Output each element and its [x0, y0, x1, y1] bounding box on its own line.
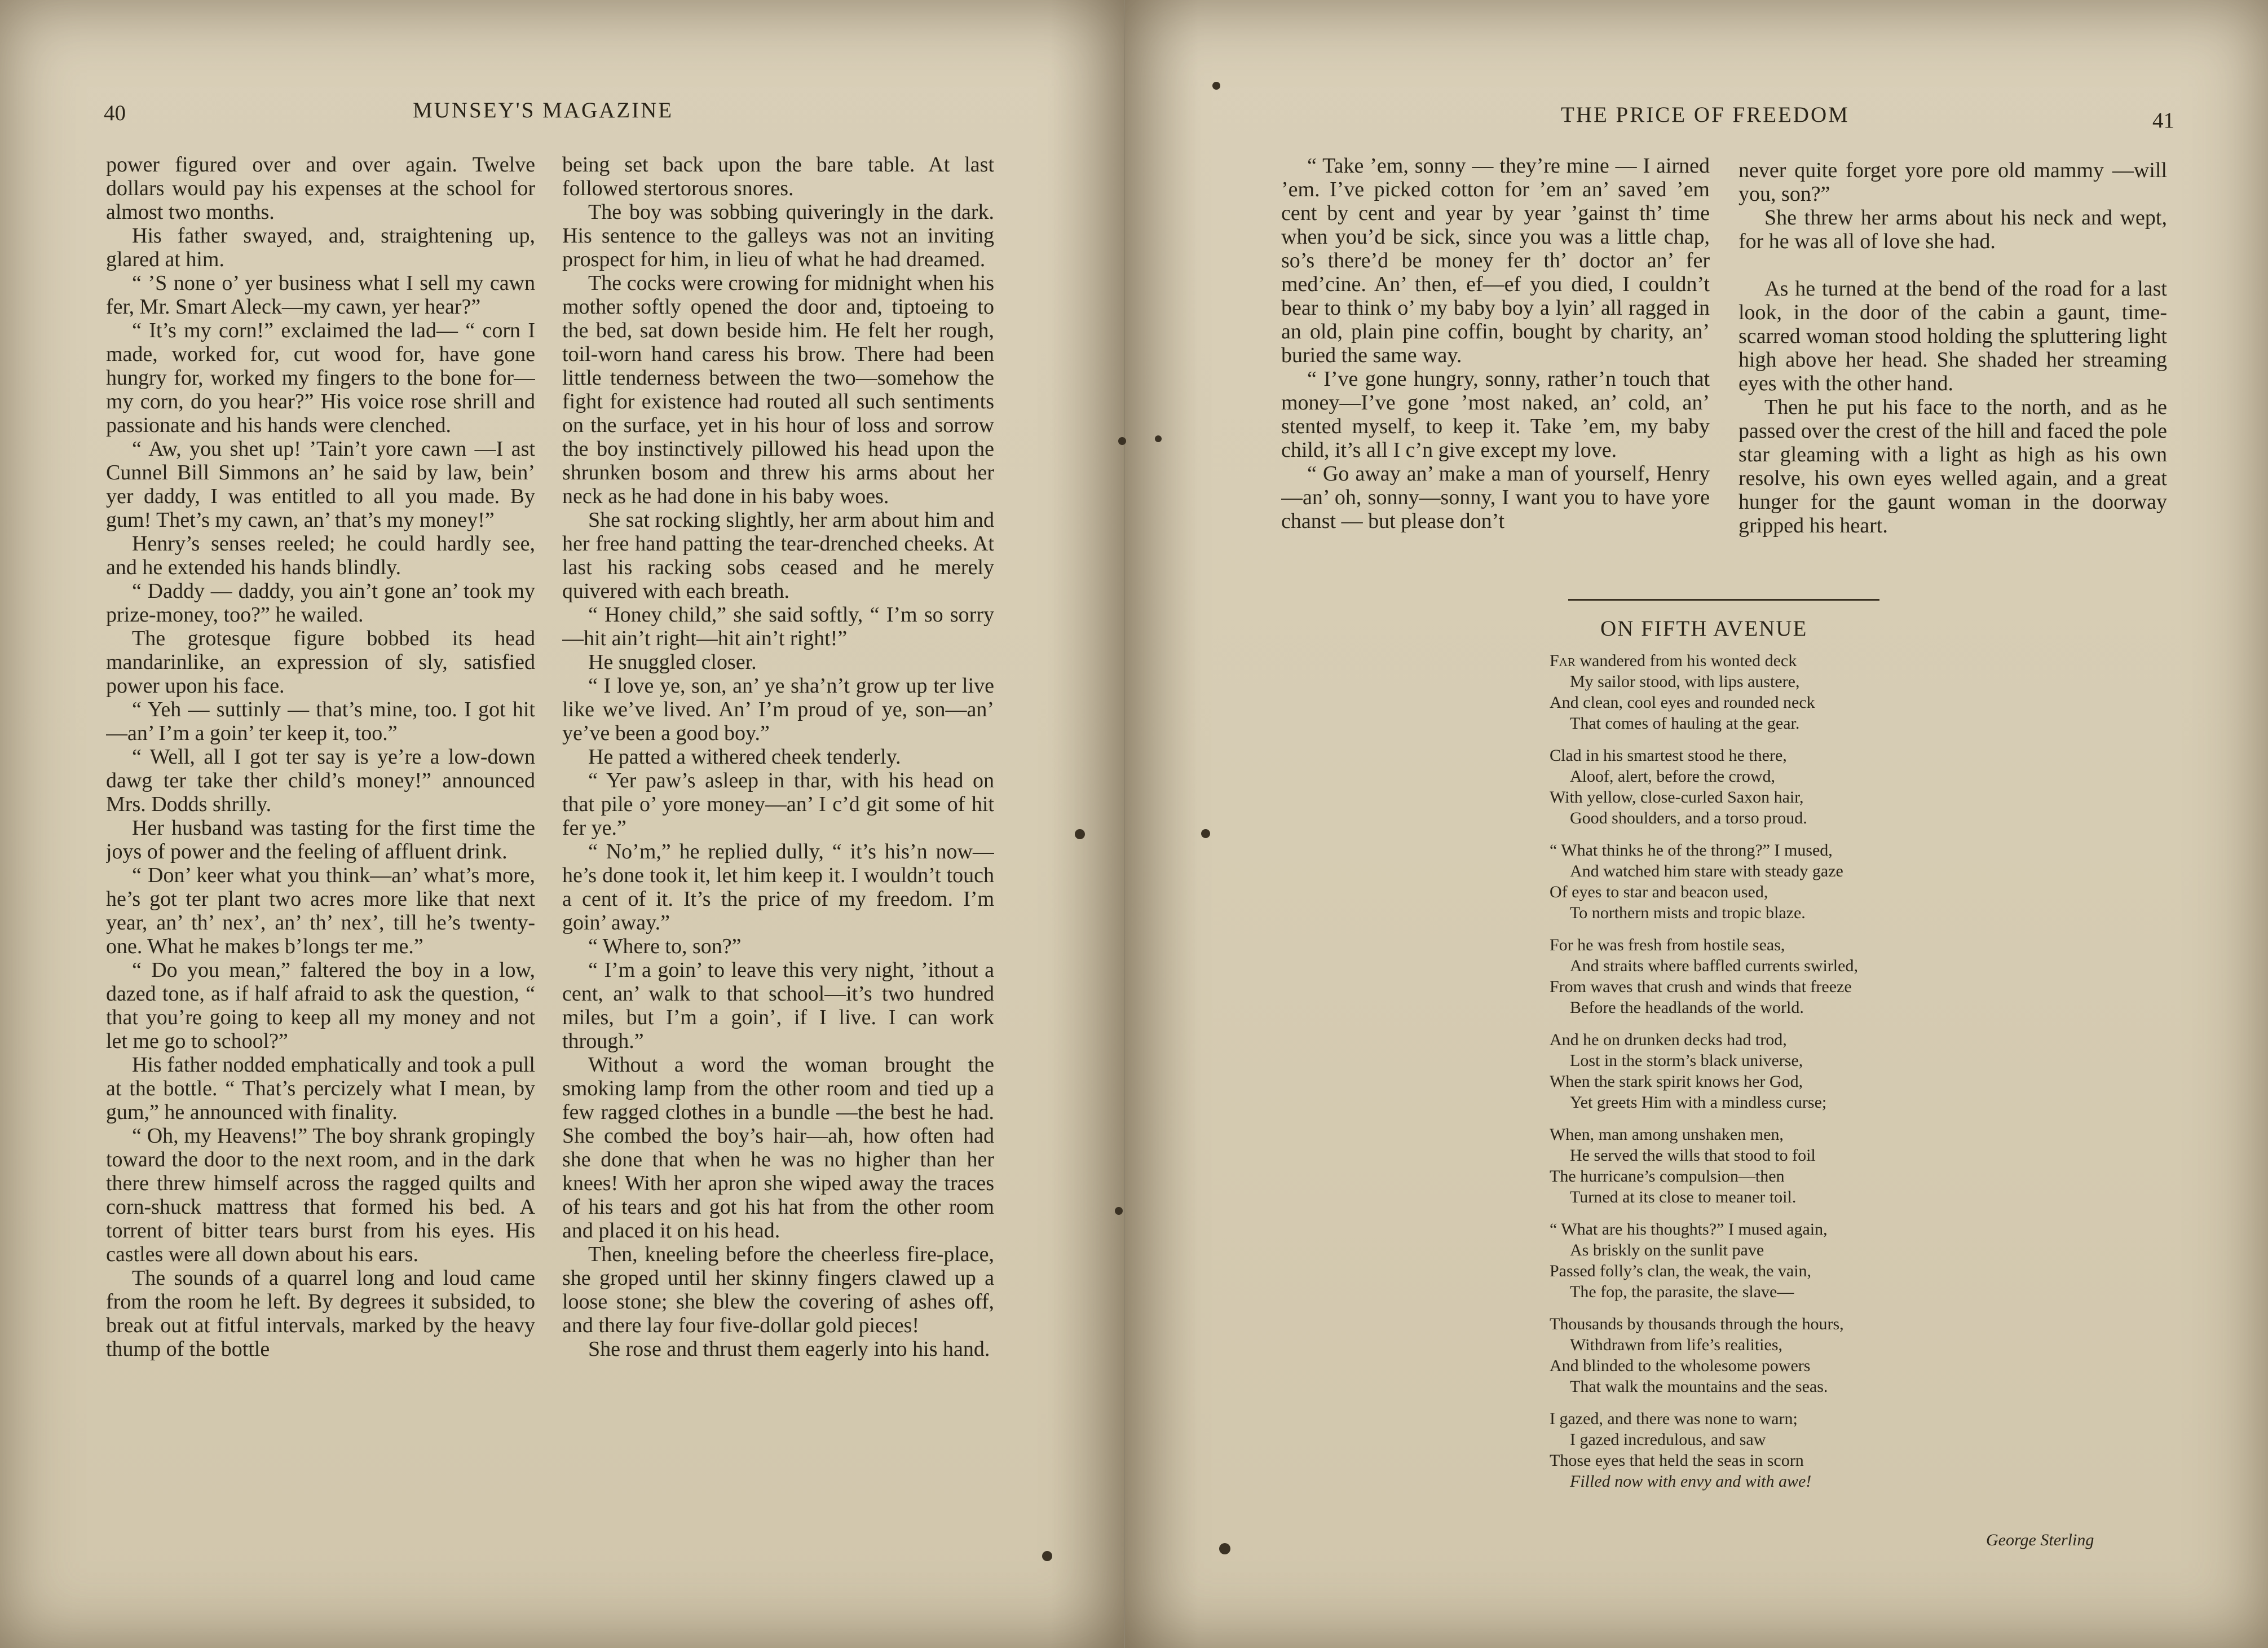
poem-line: The hurricane’s compulsion—then: [1550, 1167, 1785, 1186]
paragraph: “ Yer paw’s asleep in thar, with his head on that pile o’ yore money—an’ I c’d git some of hit fer ye.”: [562, 769, 994, 840]
paragraph: The grotesque figure bobbed its head mandarinlike, an expression of sly, satisfied power upon his face.: [106, 627, 535, 698]
poem-line: Yet greets Him with a mindless curse;: [1570, 1093, 1827, 1112]
poem-line: And clean, cool eyes and rounded neck: [1550, 693, 1815, 712]
poem-line: [1550, 650, 1989, 671]
paragraph: Then, kneeling before the cheerless fire-place, she groped until her skinny fingers clawed up a loose stone; she blew the covering of ashes off, and there lay four five-dollar gold pieces!: [562, 1242, 994, 1337]
poem-stanza: [1550, 1029, 1989, 1113]
paragraph: “ Where to, son?”: [588, 935, 742, 958]
poem-line: That comes of hauling at the gear.: [1570, 714, 1800, 733]
paragraph: The boy was sobbing quiveringly in the dark. His sentence to the galleys was not an inviting prospect for him, in lieu of what he had dreamed.: [562, 200, 994, 271]
poem-line: Thousands by thousands through the hours,: [1550, 1315, 1844, 1333]
binding-speck: [1219, 1543, 1230, 1554]
poem-line: Passed folly’s clan, the weak, the vain,: [1550, 1262, 1812, 1280]
paragraph: “ Do you mean,” faltered the boy in a low, dazed tone, as if half afraid to ask the question, “ that you’re going to keep all my money and not let me go to school?”: [106, 958, 535, 1053]
binding-speck: [1155, 435, 1162, 442]
poem-line: Turned at its close to meaner toil.: [1570, 1188, 1797, 1206]
poem-body: [1550, 650, 1989, 1503]
poem-line: “ What thinks he of the throng?” I mused,: [1550, 841, 1833, 860]
poem-line: Of eyes to star and beacon used,: [1550, 883, 1768, 901]
running-head-right: THE PRICE OF FREEDOM: [1561, 103, 1850, 127]
paragraph: “ I’m a goin’ to leave this very night, ’ithout a cent, an’ walk to that school—it’s two hundred miles, but I’m a goin’, if I live. I can work through.”: [562, 958, 994, 1053]
paragraph: She rose and thrust them eagerly into his hand.: [588, 1337, 990, 1361]
poem-line: Aloof, alert, before the crowd,: [1570, 767, 1776, 786]
poem-line: And straits where baffled currents swirled,: [1570, 957, 1858, 975]
poem-line: When the stark spirit knows her God,: [1550, 1072, 1803, 1091]
poem-stanza: [1550, 650, 1989, 734]
poem-line: And watched him stare with steady gaze: [1570, 862, 1843, 880]
poem-line: And blinded to the wholesome powers: [1550, 1356, 1811, 1375]
poem-title: ON FIFTH AVENUE: [1600, 616, 1808, 641]
poem-author: George Sterling: [1986, 1531, 2094, 1549]
paragraph: Without a word the woman brought the smoking lamp from the other room and tied up a few ragged clothes in a bundle —the best he had. She combed the boy’s hair—ah, how often had she done that when he was no higher than her knees! With her apron she wiped away the traces of his tears and got his hat from the other room and placed it on his head.: [562, 1053, 994, 1242]
binding-speck: [1075, 829, 1085, 839]
paragraph: “ Don’ keer what you think—an’ what’s more, he’s got ter plant two acres more like that next year, an’ th’ nex’, an’ th’ nex’, till he’s twenty-one. What he makes b’longs ter me.”: [106, 863, 535, 958]
poem-line: As briskly on the sunlit pave: [1570, 1241, 1764, 1259]
paragraph: “ Take ’em, sonny — they’re mine — I airned ’em. I’ve picked cotton for ’em an’ saved ’em cent by cent and year by year ’gainst th’ time when you’d be sick, since you was a little chap, so’s there’d be money fer th’ doctor an’ fer med’cine. An’ then, ef—ef you died, I couldn’t bear to think o’ my baby boy a lyin’ all ragged in an old, plain pine coffin, bought by charity, an’ buried the same way.: [1281, 154, 1710, 367]
poem-first-word: Far: [1550, 651, 1576, 670]
paragraph: power figured over and over again. Twelve dollars would pay his expenses at the school for almost two months.: [106, 153, 535, 224]
poem-line: Clad in his smartest stood he there,: [1550, 746, 1787, 765]
poem-line: He served the wills that stood to foil: [1570, 1146, 1816, 1165]
binding-speck: [1212, 82, 1220, 90]
poem-line: With yellow, close-curled Saxon hair,: [1550, 788, 1804, 807]
paragraph: “ No’m,” he replied dully, “ it’s his’n now—he’s done took it, let him keep it. I wouldn’t touch a cent of it. It’s the price of my freedom. I’m goin’ away.”: [562, 840, 994, 935]
poem-line: And he on drunken decks had trod,: [1550, 1030, 1787, 1049]
paragraph: “ Daddy — daddy, you ain’t gone an’ took my prize-money, too?” he wailed.: [106, 579, 535, 627]
paragraph: “ ’S none o’ yer business what I sell my cawn fer, Mr. Smart Aleck—my cawn, yer hear?”: [106, 271, 535, 319]
poem-stanza: [1550, 1124, 1989, 1208]
paragraph: She threw her arms about his neck and wept, for he was all of love she had.: [1738, 206, 2167, 253]
paragraph: “ Oh, my Heavens!” The boy shrank gropingly toward the door to the next room, and in the dark there threw himself across the ragged quilts and corn-shuck mattress that formed his bed. A torrent of bitter tears burst from his eyes. His castles were all down about his ears.: [106, 1124, 535, 1266]
paragraph: “ It’s my corn!” exclaimed the lad— “ corn I made, worked for, cut wood for, have gone hungry for, worked my fingers to the bone for—my corn, do you hear?” His voice rose shrill and passionate and his hands were clenched.: [106, 319, 535, 437]
paragraph: “ Yeh — suttinly — that’s mine, too. I got hit—an’ I’m a goin’ ter keep it, too.”: [106, 698, 535, 745]
binding-speck: [1042, 1551, 1052, 1561]
poem-line: Withdrawn from life’s realities,: [1570, 1336, 1783, 1354]
paragraph: “ Aw, you shet up! ’Tain’t yore cawn —I ast Cunnel Bill Simmons an’ he said by law, bein’ yer daddy, I was entitled to all you made. By gum! Thet’s my cawn, an’ that’s my money!”: [106, 437, 535, 532]
poem-line: Good shoulders, and a torso proud.: [1570, 809, 1807, 827]
poem-line: For he was fresh from hostile seas,: [1550, 936, 1785, 954]
paragraph: “ Go away an’ make a man of yourself, Henry—an’ oh, sonny—sonny, I want you to have yore chanst — but please don’t: [1281, 462, 1710, 533]
paragraph: Then he put his face to the north, and as he passed over the crest of the hill and faced the pole star gleaming with a light as high as his own resolve, his own eyes welled again, and a great hunger for the gaunt woman in the doorway gripped his heart.: [1738, 395, 2167, 537]
poem-stanza: [1550, 1314, 1989, 1397]
poem-stanza: [1550, 745, 1989, 829]
page-number-left: 40: [104, 101, 126, 125]
poem-line: That walk the mountains and the seas.: [1570, 1377, 1828, 1396]
poem-stanza: [1550, 935, 1989, 1018]
paragraph: “ Honey child,” she said softly, “ I’m so sorry—hit ain’t right—hit ain’t right!”: [562, 603, 994, 650]
poem-stanza: [1550, 840, 1989, 923]
poem-line: Filled now with envy and with awe!: [1570, 1472, 1812, 1491]
left-page-column-2: [562, 153, 994, 1546]
paragraph: “ I’ve gone hungry, sonny, rather’n touch that money—I’ve gone ’most naked, an’ cold, an’ stented myself, to keep it. Take ’em, my baby child, it’s all I c’n give except my love.: [1281, 367, 1710, 462]
poem-stanza: [1550, 1219, 1989, 1302]
poem-stanza: [1550, 1408, 1989, 1492]
poem-line: To northern mists and tropic blaze.: [1570, 904, 1806, 922]
poem-line: Lost in the storm’s black universe,: [1570, 1051, 1803, 1070]
poem-line: When, man among unshaken men,: [1550, 1125, 1784, 1144]
left-page: [0, 0, 1125, 1648]
binding-speck: [1201, 829, 1210, 838]
poem-line: I gazed, and there was none to warn;: [1550, 1409, 1798, 1428]
right-page-column-1: [1281, 154, 1710, 589]
paragraph: being set back upon the bare table. At last followed stertorous snores.: [562, 153, 994, 200]
poem-line-text: wandered from his wonted deck: [1575, 651, 1797, 670]
paragraph: She sat rocking slightly, her arm about him and her free hand patting the tear-drenched cheeks. At last his racking sobs ceased and he merely quivered with each breath.: [562, 508, 994, 603]
left-page-column-1: [106, 153, 535, 1546]
binding-speck: [1115, 1207, 1123, 1215]
right-page-column-2: [1738, 158, 2167, 594]
section-rule: [1568, 599, 1879, 601]
paragraph: He patted a withered cheek tenderly.: [588, 745, 901, 769]
paragraph: He snuggled closer.: [588, 650, 757, 674]
poem-line: Those eyes that held the seas in scorn: [1550, 1451, 1804, 1470]
paragraph: His father swayed, and, straightening up, glared at him.: [106, 224, 535, 271]
right-page: [1125, 0, 2268, 1648]
poem-line: From waves that crush and winds that freeze: [1550, 977, 1852, 996]
paragraph: Her husband was tasting for the first time the joys of power and the feeling of affluent drink.: [106, 816, 535, 863]
binding-speck: [1118, 437, 1126, 445]
paragraph: Henry’s senses reeled; he could hardly see, and he extended his hands blindly.: [106, 532, 535, 579]
poem-line: Before the headlands of the world.: [1570, 998, 1804, 1017]
page-number-right: 41: [2152, 108, 2174, 133]
paragraph: The cocks were crowing for midnight when his mother softly opened the door and, tiptoeing to the bed, sat down beside him. He felt her rough, toil-worn hand caress his brow. There had been little tenderness between the two—somehow the fight for existence had routed all such sentiments on the surface, yet in his hour of loss and sorrow the boy instinctively pillowed his head upon the shrunken bosom and threw his arms about her neck as he had done in his baby woes.: [562, 271, 994, 508]
poem-line: My sailor stood, with lips austere,: [1570, 672, 1800, 691]
paragraph: “ I love ye, son, an’ ye sha’n’t grow up ter live like we’ve lived. An’ I’m proud of ye, son—an’ ye’ve been a good boy.”: [562, 674, 994, 745]
poem-line: “ What are his thoughts?” I mused again,: [1550, 1220, 1828, 1239]
paragraph: His father nodded emphatically and took a pull at the bottle. “ That’s percizely what I mean, by gum,” he announced with finality.: [106, 1053, 535, 1124]
poem-line: I gazed incredulous, and saw: [1570, 1430, 1766, 1449]
paragraph: The sounds of a quarrel long and loud came from the room he left. By degrees it subsided, to break out at fitful intervals, marked by the heavy thump of the bottle: [106, 1266, 535, 1361]
paragraph: never quite forget yore pore old mammy —will you, son?”: [1738, 158, 2167, 206]
running-head-left: MUNSEY'S MAGAZINE: [413, 98, 674, 122]
poem-line: The fop, the parasite, the slave—: [1570, 1283, 1794, 1301]
paragraph: “ Well, all I got ter say is ye’re a low-down dawg ter take ther child’s money!” announced Mrs. Dodds shrilly.: [106, 745, 535, 816]
paragraph: As he turned at the bend of the road for a last look, in the door of the cabin a gaunt, time-scarred woman stood holding the spluttering light high above her head. She shaded her streaming eyes with the other hand.: [1738, 277, 2167, 395]
